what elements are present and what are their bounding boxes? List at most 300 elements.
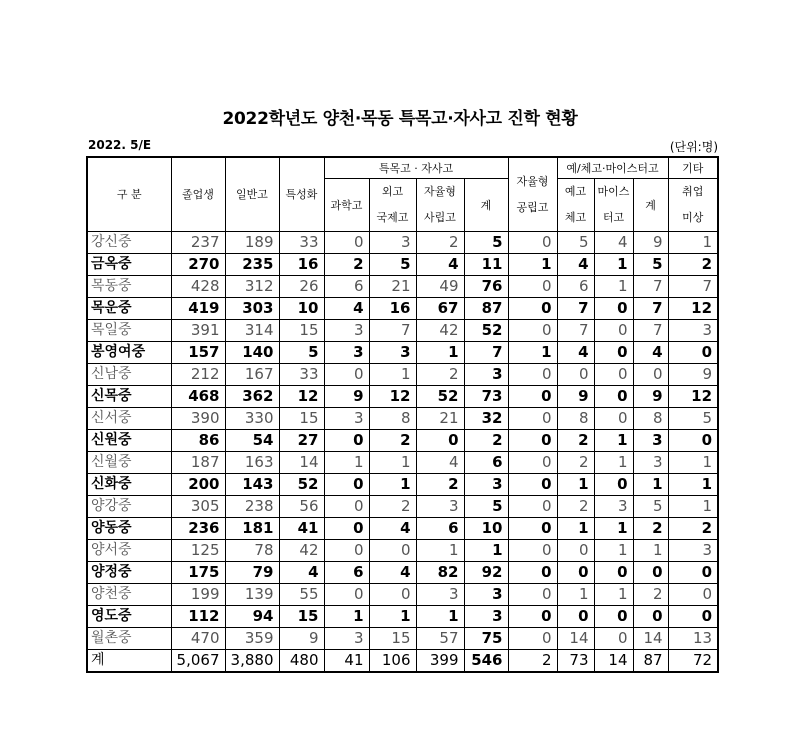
table-cell: 235 [225, 254, 279, 276]
table-cell: 5 [633, 254, 668, 276]
table-cell: 2 [416, 474, 464, 496]
table-cell: 15 [279, 320, 324, 342]
table-cell: 27 [279, 430, 324, 452]
table-cell: 3 [369, 232, 416, 254]
table-cell: 0 [508, 232, 557, 254]
table-cell: 0 [594, 342, 633, 364]
table-cell: 3 [633, 452, 668, 474]
table-cell: 480 [279, 650, 324, 673]
table-cell: 237 [171, 232, 225, 254]
table-cell: 7 [464, 342, 508, 364]
header-meister [594, 179, 633, 232]
school-name: 신화중 [87, 474, 171, 496]
header-etc-line1: 취업 [682, 185, 704, 198]
table-cell: 82 [416, 562, 464, 584]
table-cell: 86 [171, 430, 225, 452]
table-cell: 391 [171, 320, 225, 342]
table-cell: 6 [324, 276, 369, 298]
table-cell: 359 [225, 628, 279, 650]
table-cell: 2 [557, 430, 594, 452]
table-cell: 4 [369, 518, 416, 540]
table-cell: 9 [324, 386, 369, 408]
header-autonomous-private [416, 179, 464, 232]
table-cell: 0 [594, 320, 633, 342]
table-row [87, 298, 718, 320]
table-row [87, 452, 718, 474]
table-cell: 16 [279, 254, 324, 276]
unit-label: (단위:명) [669, 140, 718, 154]
table-cell: 0 [557, 562, 594, 584]
table-cell: 3 [464, 584, 508, 606]
table-cell: 0 [557, 606, 594, 628]
table-cell: 1 [668, 474, 718, 496]
table-cell: 2 [416, 232, 464, 254]
table-cell: 4 [369, 562, 416, 584]
table-cell: 15 [369, 628, 416, 650]
table-row [87, 254, 718, 276]
table-cell: 199 [171, 584, 225, 606]
table-cell: 1 [557, 474, 594, 496]
table-cell: 1 [324, 452, 369, 474]
table-cell: 12 [668, 386, 718, 408]
table-cell: 52 [279, 474, 324, 496]
table-cell: 2 [557, 496, 594, 518]
table-cell: 270 [171, 254, 225, 276]
header-etc-detail [668, 179, 718, 232]
table-row [87, 584, 718, 606]
table-row [87, 276, 718, 298]
table-cell: 67 [416, 298, 464, 320]
header-etc: 기타 [668, 157, 718, 179]
table-cell: 1 [369, 364, 416, 386]
table-cell: 1 [594, 452, 633, 474]
header-etc-line2: 미상 [682, 211, 704, 224]
table-cell: 0 [369, 584, 416, 606]
table-cell: 3 [668, 540, 718, 562]
total-row [87, 650, 718, 673]
table-cell: 42 [416, 320, 464, 342]
table-cell: 189 [225, 232, 279, 254]
table-cell: 0 [557, 540, 594, 562]
table-cell: 1 [594, 540, 633, 562]
report-date: 2022. 5/E [88, 138, 152, 152]
table-cell: 143 [225, 474, 279, 496]
table-cell: 0 [594, 298, 633, 320]
table-cell: 0 [508, 386, 557, 408]
table-cell: 1 [633, 474, 668, 496]
table-cell: 57 [416, 628, 464, 650]
header-graduates: 졸업생 [171, 157, 225, 232]
table-cell: 212 [171, 364, 225, 386]
table-cell: 1 [668, 496, 718, 518]
page-title: 2022학년도 양천·목동 특목고·자사고 진학 현황 [222, 109, 578, 129]
total-label: 계 [87, 650, 171, 673]
table-cell: 73 [557, 650, 594, 673]
school-name: 양천중 [87, 584, 171, 606]
table-cell: 3 [324, 408, 369, 430]
table-cell: 0 [508, 496, 557, 518]
table-cell: 1 [594, 254, 633, 276]
table-cell: 7 [633, 298, 668, 320]
table-cell: 14 [557, 628, 594, 650]
table-cell: 1 [369, 452, 416, 474]
school-name: 영도중 [87, 606, 171, 628]
table-cell: 2 [557, 452, 594, 474]
header-group-special: 특목고 · 자사고 [324, 157, 508, 179]
table-cell: 546 [464, 650, 508, 673]
table-cell: 3 [369, 342, 416, 364]
school-name: 목일중 [87, 320, 171, 342]
table-cell: 4 [416, 254, 464, 276]
table-row [87, 628, 718, 650]
table-cell: 0 [594, 628, 633, 650]
table-cell: 0 [508, 628, 557, 650]
header-group-arts: 예/체고·마이스터고 [557, 157, 668, 179]
table-cell: 7 [633, 276, 668, 298]
table-cell: 3 [416, 496, 464, 518]
table-cell: 0 [416, 430, 464, 452]
table-cell: 5 [668, 408, 718, 430]
table-cell: 0 [324, 430, 369, 452]
school-name: 목운중 [87, 298, 171, 320]
table-cell: 7 [633, 320, 668, 342]
table-cell: 0 [508, 518, 557, 540]
table-cell: 13 [668, 628, 718, 650]
school-name: 신목중 [87, 386, 171, 408]
table-cell: 5 [464, 232, 508, 254]
table-cell: 4 [594, 232, 633, 254]
header-autonomous-private-line2: 사립고 [424, 211, 456, 224]
table-cell: 16 [369, 298, 416, 320]
header-meister-line1: 마이스 [597, 185, 630, 198]
header-meister-line2: 터고 [602, 211, 625, 224]
table-cell: 0 [668, 562, 718, 584]
table-cell: 362 [225, 386, 279, 408]
header-science: 과학고 [324, 179, 369, 232]
table-cell: 7 [369, 320, 416, 342]
table-cell: 9 [633, 232, 668, 254]
table-cell: 9 [633, 386, 668, 408]
table-cell: 49 [416, 276, 464, 298]
table-cell: 0 [594, 408, 633, 430]
header-general: 일반고 [225, 157, 279, 232]
table-cell: 9 [668, 364, 718, 386]
table-cell: 0 [369, 540, 416, 562]
table-cell: 9 [279, 628, 324, 650]
header-arts-line1: 예고 [564, 185, 587, 198]
table-cell: 1 [508, 254, 557, 276]
table-cell: 139 [225, 584, 279, 606]
table-cell: 32 [464, 408, 508, 430]
table-cell: 4 [633, 342, 668, 364]
school-name: 목동중 [87, 276, 171, 298]
table-cell: 3 [324, 320, 369, 342]
table-cell: 1 [594, 276, 633, 298]
school-name: 월촌중 [87, 628, 171, 650]
table-cell: 1 [594, 518, 633, 540]
table-cell: 3 [594, 496, 633, 518]
table-cell: 0 [508, 276, 557, 298]
table-cell: 8 [369, 408, 416, 430]
table-cell: 55 [279, 584, 324, 606]
table-cell: 2 [369, 496, 416, 518]
table-row [87, 408, 718, 430]
school-name: 신월중 [87, 452, 171, 474]
table-cell: 94 [225, 606, 279, 628]
table-cell: 303 [225, 298, 279, 320]
table-cell: 5 [369, 254, 416, 276]
table-cell: 468 [171, 386, 225, 408]
table-cell: 428 [171, 276, 225, 298]
header-autonomous-public-line2: 공립고 [516, 200, 549, 214]
table-cell: 41 [324, 650, 369, 673]
table-cell: 15 [279, 408, 324, 430]
table-cell: 5,067 [171, 650, 225, 673]
table-cell: 140 [225, 342, 279, 364]
table-cell: 106 [369, 650, 416, 673]
table-cell: 3 [324, 342, 369, 364]
table-cell: 52 [416, 386, 464, 408]
table-cell: 21 [369, 276, 416, 298]
header-row-1 [87, 157, 718, 179]
table-cell: 0 [324, 364, 369, 386]
table-row [87, 430, 718, 452]
table-cell: 0 [324, 540, 369, 562]
table-cell: 2 [668, 254, 718, 276]
table-cell: 72 [668, 650, 718, 673]
header-specialized: 특성화 [279, 157, 324, 232]
table-cell: 1 [508, 342, 557, 364]
table-cell: 4 [279, 562, 324, 584]
table-cell: 236 [171, 518, 225, 540]
table-cell: 0 [324, 518, 369, 540]
table-cell: 175 [171, 562, 225, 584]
school-name: 양강중 [87, 496, 171, 518]
table-cell: 73 [464, 386, 508, 408]
table-cell: 26 [279, 276, 324, 298]
table-cell: 470 [171, 628, 225, 650]
table-cell: 0 [324, 474, 369, 496]
table-cell: 0 [668, 430, 718, 452]
table-cell: 0 [594, 364, 633, 386]
table-cell: 41 [279, 518, 324, 540]
table-cell: 4 [324, 298, 369, 320]
table-cell: 87 [464, 298, 508, 320]
header-arts [557, 179, 594, 232]
school-name: 신서중 [87, 408, 171, 430]
header-arts-subtotal: 계 [633, 179, 668, 232]
table-cell: 0 [594, 606, 633, 628]
table-cell: 10 [279, 298, 324, 320]
table-cell: 2 [668, 518, 718, 540]
table-cell: 5 [633, 496, 668, 518]
table-cell: 200 [171, 474, 225, 496]
header-foreign-line1: 외고 [381, 185, 404, 198]
table-cell: 12 [279, 386, 324, 408]
table-cell: 305 [171, 496, 225, 518]
table-cell: 1 [594, 584, 633, 606]
table-cell: 0 [324, 584, 369, 606]
table-cell: 33 [279, 232, 324, 254]
table-cell: 2 [324, 254, 369, 276]
header-autonomous-public [508, 157, 557, 232]
table-cell: 9 [557, 386, 594, 408]
school-name: 강신중 [87, 232, 171, 254]
table-cell: 0 [508, 408, 557, 430]
table-cell: 42 [279, 540, 324, 562]
table-cell: 314 [225, 320, 279, 342]
school-name: 신남중 [87, 364, 171, 386]
table-cell: 8 [633, 408, 668, 430]
table-cell: 390 [171, 408, 225, 430]
table-cell: 2 [508, 650, 557, 673]
school-name: 양서중 [87, 540, 171, 562]
table-row [87, 518, 718, 540]
table-cell: 5 [279, 342, 324, 364]
table-cell: 6 [324, 562, 369, 584]
header-foreign-line2: 국제고 [376, 211, 409, 224]
table-cell: 1 [324, 606, 369, 628]
table-cell: 1 [416, 342, 464, 364]
table-cell: 3 [464, 364, 508, 386]
table-cell: 6 [557, 276, 594, 298]
table-cell: 0 [324, 496, 369, 518]
table-cell: 52 [464, 320, 508, 342]
table-cell: 1 [668, 232, 718, 254]
table-body [87, 232, 718, 673]
table-cell: 12 [668, 298, 718, 320]
table-cell: 7 [557, 320, 594, 342]
table-cell: 15 [279, 606, 324, 628]
table-cell: 14 [279, 452, 324, 474]
table-cell: 3 [324, 628, 369, 650]
table-cell: 79 [225, 562, 279, 584]
table-cell: 78 [225, 540, 279, 562]
table-cell: 2 [633, 584, 668, 606]
table-row [87, 386, 718, 408]
table-cell: 1 [369, 606, 416, 628]
school-name: 신원중 [87, 430, 171, 452]
table-cell: 0 [508, 452, 557, 474]
table-cell: 0 [633, 364, 668, 386]
table-cell: 0 [508, 320, 557, 342]
table-cell: 8 [557, 408, 594, 430]
table-cell: 0 [508, 606, 557, 628]
table-cell: 125 [171, 540, 225, 562]
table-cell: 87 [633, 650, 668, 673]
table-cell: 4 [416, 452, 464, 474]
table-cell: 10 [464, 518, 508, 540]
table-cell: 1 [633, 540, 668, 562]
table-cell: 1 [416, 606, 464, 628]
table-cell: 3 [464, 606, 508, 628]
table-cell: 3 [416, 584, 464, 606]
table-cell: 0 [557, 364, 594, 386]
table-cell: 1 [464, 540, 508, 562]
table-cell: 312 [225, 276, 279, 298]
table-cell: 6 [464, 452, 508, 474]
table-cell: 167 [225, 364, 279, 386]
table-cell: 92 [464, 562, 508, 584]
table-cell: 14 [594, 650, 633, 673]
table-cell: 2 [416, 364, 464, 386]
table-cell: 112 [171, 606, 225, 628]
table-cell: 56 [279, 496, 324, 518]
table-cell: 330 [225, 408, 279, 430]
school-name: 봉영여중 [87, 342, 171, 364]
table-row [87, 364, 718, 386]
table-cell: 1 [668, 452, 718, 474]
school-name: 금옥중 [87, 254, 171, 276]
table-cell: 181 [225, 518, 279, 540]
table-cell: 1 [369, 474, 416, 496]
table-cell: 54 [225, 430, 279, 452]
table-cell: 0 [668, 342, 718, 364]
table-cell: 7 [668, 276, 718, 298]
table-cell: 2 [464, 430, 508, 452]
table-cell: 14 [633, 628, 668, 650]
table-cell: 0 [508, 430, 557, 452]
table-cell: 3,880 [225, 650, 279, 673]
table-row [87, 562, 718, 584]
school-name: 양동중 [87, 518, 171, 540]
admission-table [86, 156, 719, 673]
table-cell: 0 [594, 562, 633, 584]
table-row [87, 320, 718, 342]
table-cell: 0 [668, 584, 718, 606]
table-cell: 21 [416, 408, 464, 430]
table-cell: 2 [369, 430, 416, 452]
table-cell: 157 [171, 342, 225, 364]
table-cell: 0 [668, 606, 718, 628]
table-row [87, 232, 718, 254]
table-row [87, 606, 718, 628]
table-cell: 76 [464, 276, 508, 298]
table-cell: 0 [324, 232, 369, 254]
table-cell: 1 [557, 584, 594, 606]
table-cell: 0 [508, 364, 557, 386]
table-cell: 75 [464, 628, 508, 650]
table-cell: 187 [171, 452, 225, 474]
table-cell: 2 [633, 518, 668, 540]
table-cell: 6 [416, 518, 464, 540]
table-row [87, 540, 718, 562]
header-arts-line2: 체고 [564, 211, 587, 224]
table-cell: 1 [557, 518, 594, 540]
table-cell: 0 [633, 606, 668, 628]
header-autonomous-public-line1: 자율형 [516, 174, 549, 188]
table-cell: 399 [416, 650, 464, 673]
header-autonomous-private-line1: 자율형 [424, 185, 456, 198]
table-cell: 4 [557, 254, 594, 276]
table-cell: 33 [279, 364, 324, 386]
school-name: 양정중 [87, 562, 171, 584]
table-cell: 0 [594, 474, 633, 496]
table-cell: 0 [508, 540, 557, 562]
table-cell: 3 [464, 474, 508, 496]
table-cell: 5 [557, 232, 594, 254]
table-row [87, 496, 718, 518]
table-cell: 1 [416, 540, 464, 562]
header-gubun: 구 분 [87, 157, 171, 232]
table-cell: 7 [557, 298, 594, 320]
table-cell: 1 [594, 430, 633, 452]
table-row [87, 342, 718, 364]
table-cell: 0 [508, 298, 557, 320]
table-cell: 0 [633, 562, 668, 584]
table-cell: 238 [225, 496, 279, 518]
table-cell: 4 [557, 342, 594, 364]
